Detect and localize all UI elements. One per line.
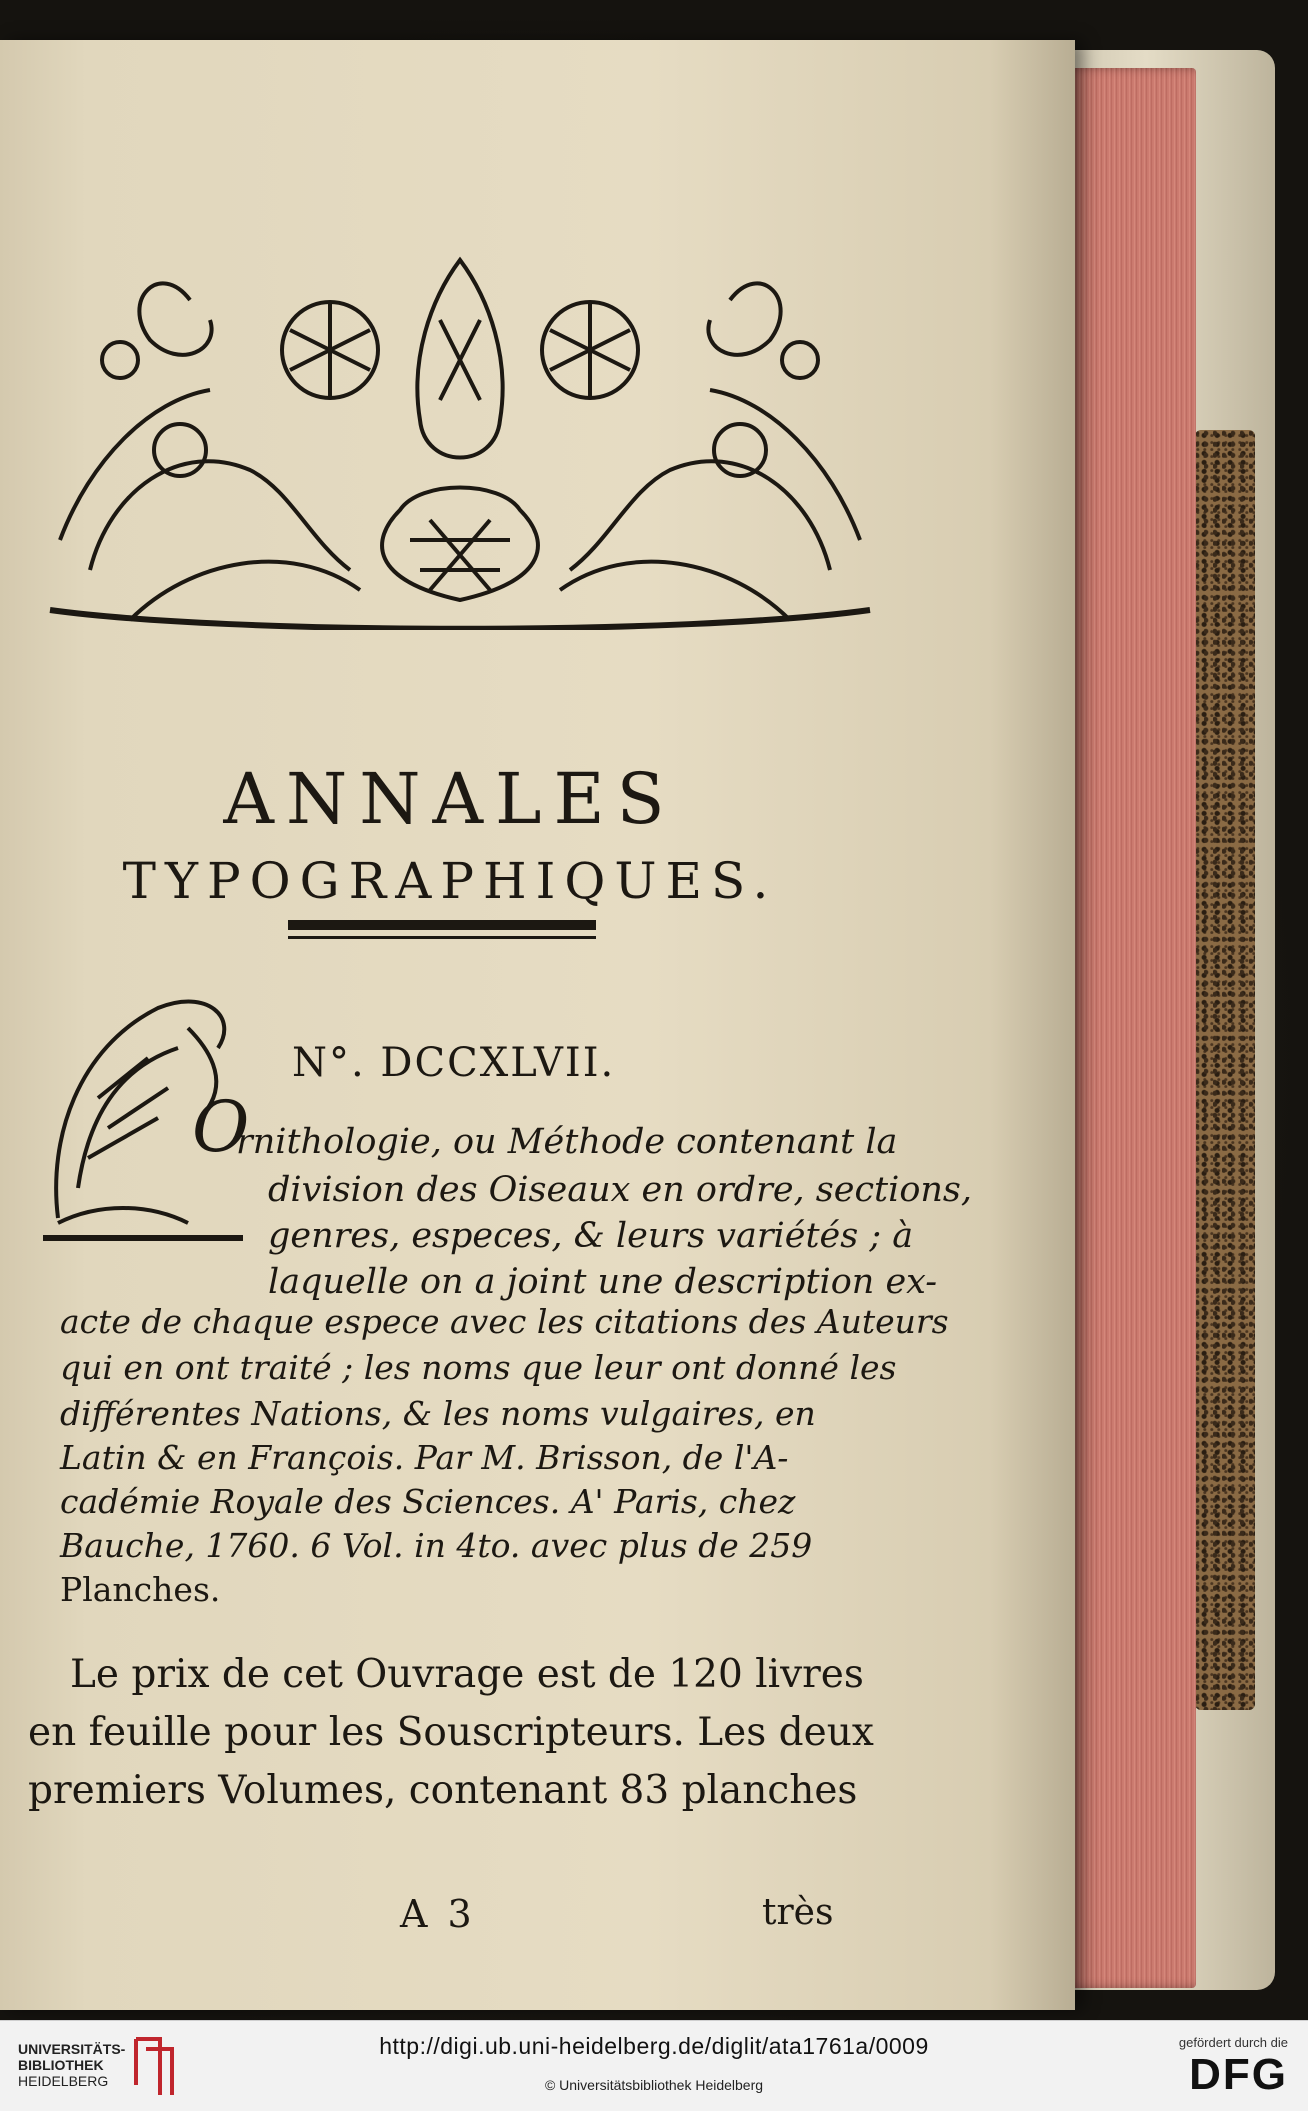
viewer-footer (0, 2020, 1308, 2111)
entry-line: division des Oiseaux en ordre, sections, (268, 1170, 973, 1210)
title-rule-thick (288, 920, 596, 930)
floral-headpiece-ornament (30, 240, 890, 630)
catchword: très (762, 1892, 834, 1933)
library-name-line: UNIVERSITÄTS- (18, 2041, 126, 2057)
dfg-logo: DFG (1189, 2050, 1288, 2099)
copyright-notice: © Universitätsbibliothek Heidelberg (544, 2077, 764, 2093)
red-page-edges (1068, 68, 1196, 1988)
entry-line: laquelle on a joint une description ex- (268, 1262, 938, 1302)
entry-line: Planches. (60, 1570, 221, 1609)
body-line: premiers Volumes, contenant 83 planches (28, 1768, 858, 1813)
entry-line: genres, especes, & leurs variétés ; à (268, 1216, 914, 1256)
entry-line: rnithologie, ou Méthode contenant la (236, 1122, 898, 1162)
entry-line: acte de chaque espece avec les citations des Auteurs (60, 1302, 949, 1341)
entry-number: N°. DCCXLVII. (292, 1040, 616, 1086)
entry-line: qui en ont traité ; les noms que leur ont donné les (60, 1348, 897, 1387)
title-rule-thin (288, 936, 596, 939)
page-subtitle: TYPOGRAPHIQUES. (122, 852, 778, 910)
library-name-line: HEIDELBERG (18, 2073, 109, 2089)
marbled-board (1195, 430, 1255, 1710)
entry-line: Bauche, 1760. 6 Vol. in 4to. avec plus de 259 (60, 1526, 813, 1565)
funding-text: gefördert durch die (1178, 2035, 1288, 2050)
entry-line: cadémie Royale des Sciences. A' Paris, chez (60, 1482, 796, 1521)
entry-line: différentes Nations, & les noms vulgaires, en (60, 1394, 816, 1433)
permalink-url[interactable]: http://digi.ub.uni-heidelberg.de/diglit/ata1761a/0009 (379, 2033, 929, 2059)
entry-line: Latin & en François. Par M. Brisson, de l'A- (60, 1438, 789, 1477)
page-signature: A 3 (400, 1892, 476, 1936)
book-page (0, 40, 1075, 2010)
library-name-line: BIBLIOTHEK (18, 2057, 104, 2073)
initial-letter: O (192, 1086, 250, 1168)
body-line: en feuille pour les Souscripteurs. Les deux (28, 1710, 874, 1755)
body-line: Le prix de cet Ouvrage est de 120 livres (70, 1652, 864, 1697)
page-title: ANNALES (223, 758, 677, 840)
